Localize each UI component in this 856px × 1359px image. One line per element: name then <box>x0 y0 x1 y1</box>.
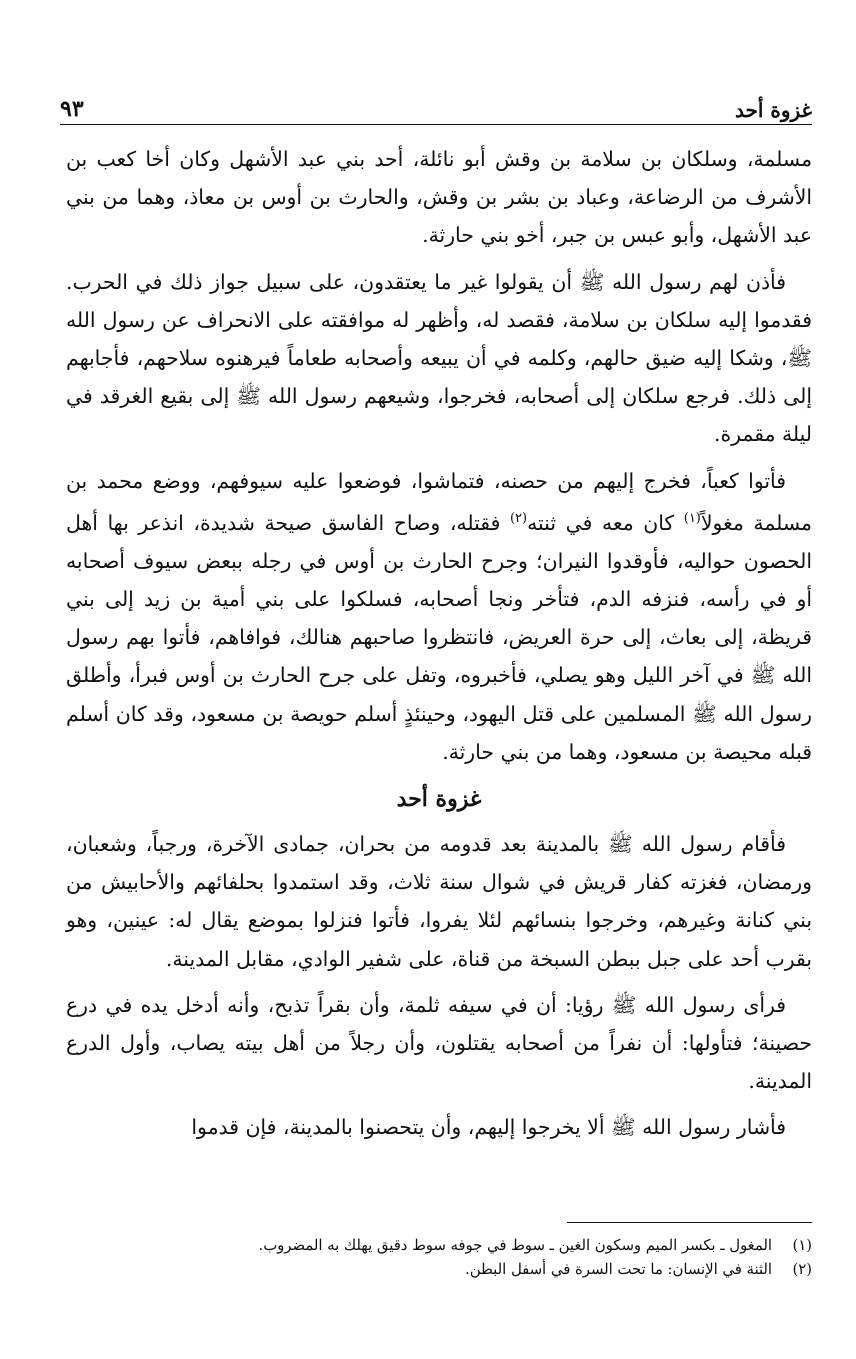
footnote <box>66 1258 812 1282</box>
footnote-ref[interactable]: (٢) <box>509 510 528 526</box>
paragraph: فأذن لهم رسول الله ﷺ أن يقولوا غير ما يعتقدون، على سبيل جواز ذلك في الحرب. فقدموا إليه سلكان بن سلامة، فقصد له، وأظهر له موافقته على الانحراف عن رسول الله ﷺ، وشكا إليه ضيق حالهم، وكلمه في أن يبيعه وأصحابه طعاماً فيرهنوه سلاحهم، فأجابهم إلى ذلك. فرجع سلكان إلى أصحابه، فخرجوا، وشيعهم رسول الله ﷺ إلى بقيع الغرقد في ليلة مقمرة. <box>66 269 812 447</box>
section-heading: غزوة أحد <box>396 786 482 813</box>
main-text <box>66 140 812 1155</box>
footnote-number: (٢) <box>792 1261 812 1278</box>
header-title: غزوة أحد <box>734 98 812 122</box>
footnote-text: الثنة في الإنسان: ما تحت السرة في أسفل البطن. <box>465 1261 772 1278</box>
paragraph: مسلمة، وسلكان بن سلامة بن وقش أبو نائلة، أحد بني عبد الأشهل وكان أخا كعب بن الأشرف من الرضاعة، وعباد بن بشر بن وقش، والحارث بن أوس بن معاذ، وهما من بني عبد الأشهل، وأبو عبس بن جبر، أخو بني حارثة. <box>66 147 812 248</box>
paragraph: فأقام رسول الله ﷺ بالمدينة بعد قدومه من بحران، جمادى الآخرة، ورجباً، وشعبان، ورمضان، فغزته كفار قريش في شوال سنة ثلاث، وقد استمدوا بحلفائهم والأحابيش من بني كنانة وغيرهم، وخرجوا بنسائهم لئلا يفروا، فأتوا فنزلوا بموضع يقال له: عينين، وهو بقرب أحد على جبل ببطن السبخة من قناة، على شفير الوادي، مقابل المدينة. <box>66 832 812 971</box>
paragraph-text: فقتله، وصاح الفاسق صيحة شديدة، انذعر بها أهل الحصون حواليه، فأوقدوا النيران؛ وجرح الحارث بن أوس في رجله ببعض سيوف أصحابه أو في رأسه، فنزفه الدم، فتأخر ونجا أصحابه، فسلكوا على بني أمية بن زيد إلى بني قريظة، إلى بعاث، إلى حرة العريض، فانتظروا صاحبهم هنالك، فوافاهم، فأتوا بهم رسول الله ﷺ في آخر الليل وهو يصلي، فأخبروه، وتفل على جرح الحارث بن أوس فبرأ، وأطلق رسول الله ﷺ المسلمين على قتل اليهود، وحينئذٍ أسلم حويصة بن مسعود، وقد كان أسلم قبله محيصة بن مسعود، وهما من بني حارثة. <box>66 510 812 764</box>
footnote-number: (١) <box>792 1237 812 1254</box>
paragraph: فأشار رسول الله ﷺ ألا يخرجوا إليهم، وأن يتحصنوا بالمدينة، فإن قدموا <box>191 1115 786 1140</box>
footnote <box>66 1234 812 1258</box>
footnote-ref[interactable]: (١) <box>683 510 701 526</box>
paragraph <box>66 462 812 771</box>
footnote-rule <box>567 1222 812 1223</box>
footnote-text: المغول ـ بكسر الميم وسكون الغين ـ سوط في جوفه سوط دقيق يهلك به المضروب. <box>258 1237 772 1254</box>
running-header <box>60 88 812 122</box>
page-number: ٩٣ <box>60 96 84 122</box>
header-rule <box>60 124 812 125</box>
footnotes <box>66 1234 812 1282</box>
paragraph-text: كان معه في ثنته <box>527 510 684 535</box>
paragraph-text: فأتوا كعباً، فخرج إليهم من حصنه، فتماشوا، فوضعوا عليه سيوفهم، ووضع محمد بن مسلمة مغولاً <box>66 468 812 535</box>
paragraph: فرأى رسول الله ﷺ رؤيا: أن في سيفه ثلمة، وأن بقراً تذبح، وأنه أدخل يده في درع حصينة؛ فتأولها: أن نفراً من أصحابه يقتلون، وأن رجلاً من أهل بيته يصاب، وأول الدرع المدينة. <box>66 992 812 1094</box>
